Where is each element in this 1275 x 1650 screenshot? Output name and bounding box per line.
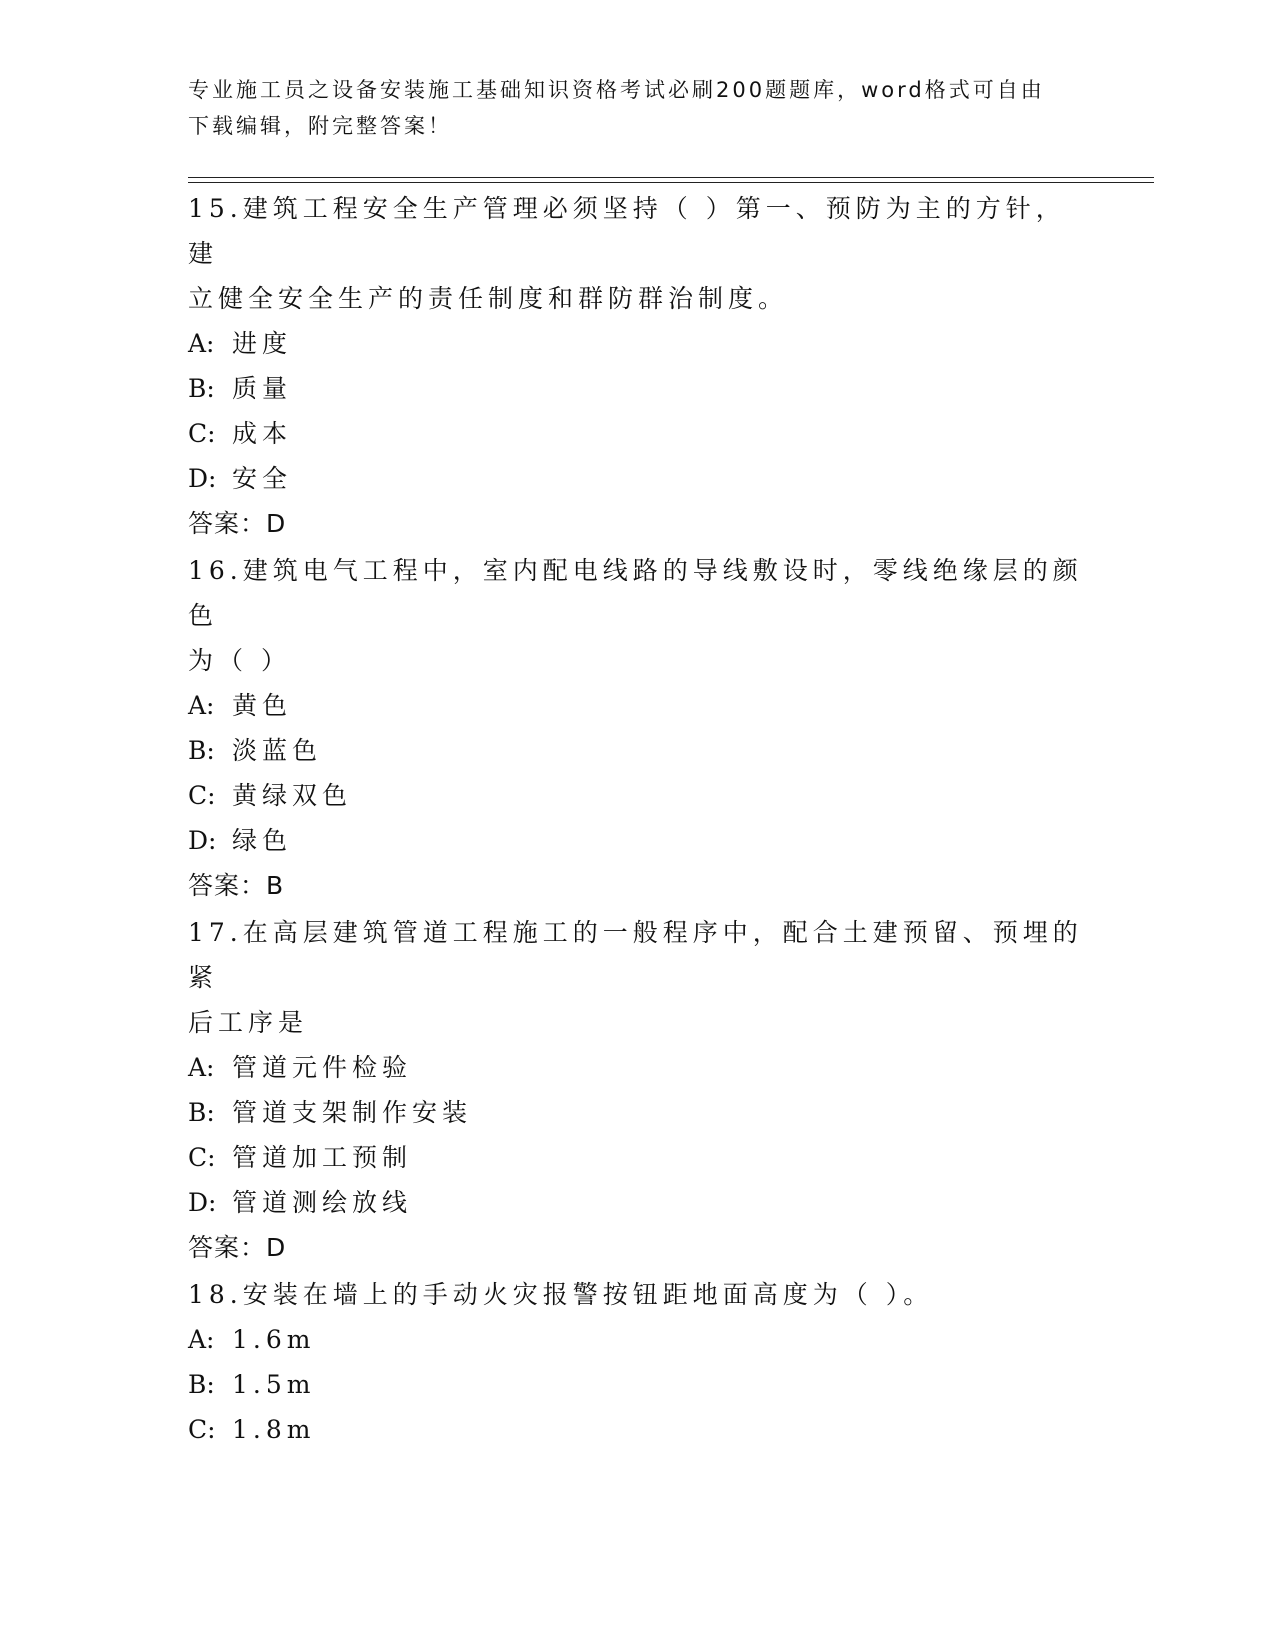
- question-stem-line-1: 17.在高层建筑管道工程施工的一般程序中，配合土建预留、预埋的紧: [188, 918, 1083, 992]
- question-stem-line-1: 16.建筑电气工程中，室内配电线路的导线敷设时，零线绝缘层的颜色: [188, 556, 1083, 630]
- header-line-2: 下载编辑，附完整答案！: [188, 114, 452, 138]
- question-17: [188, 910, 1088, 1270]
- header-divider-bottom: [188, 182, 1154, 183]
- document-header: [188, 72, 1068, 144]
- option-c: C: 黄绿双色: [188, 781, 353, 810]
- option-b: B: 管道支架制作安装: [188, 1098, 473, 1127]
- question-15: [188, 186, 1088, 546]
- option-b: B: 质量: [188, 374, 293, 403]
- question-stem-line-1: 15.建筑工程安全生产管理必须坚持（ ）第一、预防为主的方针，建: [188, 194, 1066, 268]
- option-b: B: 淡蓝色: [188, 736, 323, 765]
- option-b: B: 1.5m: [188, 1370, 316, 1399]
- question-stem-line-2: 立健全安全生产的责任制度和群防群治制度。: [188, 284, 789, 313]
- option-d: D: 管道测绘放线: [188, 1188, 413, 1217]
- answer: 答案：D: [188, 509, 287, 538]
- answer: 答案：D: [188, 1233, 287, 1262]
- question-16: [188, 548, 1088, 908]
- option-c: C: 成本: [188, 419, 293, 448]
- header-divider-top: [188, 177, 1154, 178]
- option-a: A: 黄色: [188, 691, 293, 720]
- option-a: A: 1.6m: [188, 1325, 316, 1354]
- question-stem-line-2: 后工序是: [188, 1008, 309, 1037]
- question-stem-line-1: 18.安装在墙上的手动火灾报警按钮距地面高度为（ ）。: [188, 1280, 934, 1309]
- option-d: D: 安全: [188, 464, 293, 493]
- option-d: D: 绿色: [188, 826, 293, 855]
- question-stem-line-2: 为（ ）: [188, 646, 291, 675]
- option-c: C: 管道加工预制: [188, 1143, 413, 1172]
- header-line-1: 专业施工员之设备安装施工基础知识资格考试必刷200题题库，word格式可自由: [188, 78, 1045, 102]
- answer: 答案：B: [188, 871, 285, 900]
- option-c: C: 1.8m: [188, 1415, 316, 1444]
- question-18: [188, 1272, 1088, 1452]
- option-a: A: 管道元件检验: [188, 1053, 413, 1082]
- option-a: A: 进度: [188, 329, 293, 358]
